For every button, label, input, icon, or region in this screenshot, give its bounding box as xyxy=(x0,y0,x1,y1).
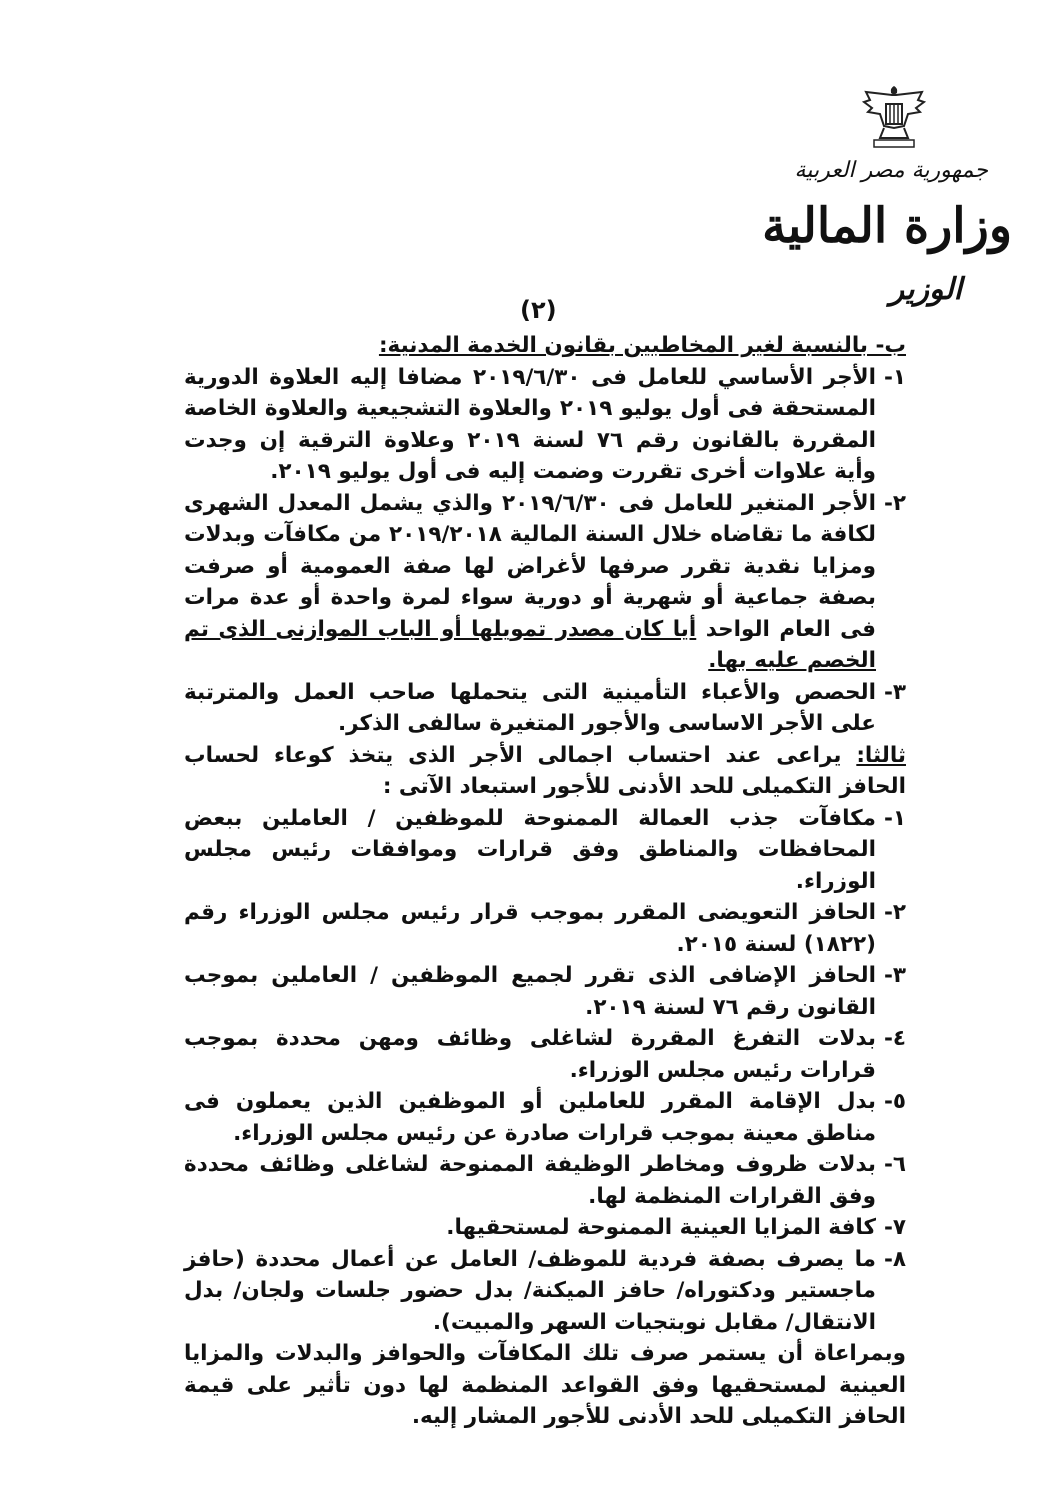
item-number: ٥- xyxy=(883,1089,906,1114)
section-third-intro-text: يراعى عند احتساب اجمالى الأجر الذى يتخذ كوعاء لحساب الحافز التكميلى للحد الأدنى للأجور استبعاد الآتى : xyxy=(184,742,906,799)
republic-title: جمهورية مصر العربية xyxy=(794,158,988,183)
section-third-list xyxy=(184,803,906,1339)
item-text: بدل الإقامة المقرر للعاملين أو الموظفين الذين يعملون فى مناطق معينة بموجب قرارات صادرة عن رئيس مجلس الوزراء. xyxy=(184,1089,876,1146)
item-text: الأجر الأساسي للعامل فى ٢٠١٩/٦/٣٠ مضافا إليه العلاوة الدورية المستحقة فى أول يوليو ٢٠١٩ والعلاوة التشجيعية والعلاوة الخاصة المقررة بالقانون رقم ٧٦ لسنة ٢٠١٩ وعلاوة الترقية إن وجدت وأية علاوات أخرى تقررت وضمت إليه فى أول يوليو ٢٠١٩. xyxy=(184,364,877,484)
item-text: مكافآت جذب العمالة الممنوحة للموظفين / العاملين ببعض المحافظات والمناطق وفق قرارات وموافقات رئيس مجلس الوزراء. xyxy=(184,805,876,894)
item-text: الحافز الإضافى الذى تقرر لجميع الموظفين / العاملين بموجب القانون رقم ٧٦ لسنة ٢٠١٩. xyxy=(184,963,876,1020)
item-number: ٣- xyxy=(883,679,906,705)
list-item xyxy=(184,1149,906,1212)
list-item xyxy=(184,960,906,1023)
section-third-label: ثالثا: xyxy=(856,742,906,768)
item-number: ٤- xyxy=(883,1026,906,1051)
list-item xyxy=(184,362,906,488)
item-text: الأجر المتغير للعامل فى ٢٠١٩/٦/٣٠ والذي يشمل المعدل الشهرى لكافة ما تقاضاه خلال السنة المالية ٢٠١٩/٢٠١٨ من مكافآت وبدلات ومزايا نقدية تقرر صرفها لأغراض لها صفة العمومية أو صرفت بصفة جماعية أو شهرية أو دورية سواء لمرة واحدة أو عدة مرات فى العام الواحد xyxy=(184,490,876,642)
item-number: ٨- xyxy=(883,1246,906,1272)
list-item xyxy=(184,803,906,898)
item-text: بدلات التفرغ المقررة لشاغلى وظائف ومهن محددة بموجب قرارات رئيس مجلس الوزراء. xyxy=(184,1026,876,1083)
section-b-list xyxy=(184,362,906,740)
item-text: الحصص والأعباء التأمينية التى يتحملها صاحب العمل والمترتبة على الأجر الاساسى والأجور المتغيرة سالفى الذكر. xyxy=(184,679,876,736)
ministry-title: وزارة المالية xyxy=(762,198,1012,254)
item-number: ١- xyxy=(883,805,906,831)
minister-title: الوزير xyxy=(889,272,962,307)
page-number: (٢) xyxy=(520,296,557,324)
list-item xyxy=(184,1023,906,1086)
section-third-intro xyxy=(184,740,906,803)
item-text: كافة المزايا العينية الممنوحة لمستحقيها. xyxy=(446,1215,876,1240)
item-number: ٣- xyxy=(883,963,906,988)
item-number: ٢- xyxy=(883,490,906,516)
item-number: ٢- xyxy=(883,900,906,925)
document-body xyxy=(184,330,906,1433)
closing-paragraph: وبمراعاة أن يستمر صرف تلك المكافآت والحوافز والبدلات والمزايا العينية لمستحقيها وفق القواعد المنظمة لها دون تأثير على قيمة الحافز التكميلى للحد الأدنى للأجور المشار إليه. xyxy=(184,1341,906,1429)
list-item xyxy=(184,897,906,960)
item-text: ما يصرف بصفة فردية للموظف/ العامل عن أعمال محددة (حافز ماجستير ودكتوراه/ حافز الميكنة/ بدل حضور جلسات ولجان/ بدل الانتقال/ مقابل نوبتجيات السهر والمبيت). xyxy=(184,1246,876,1335)
list-item xyxy=(184,1212,906,1244)
list-item xyxy=(184,677,906,740)
underlined-text: أيا كان مصدر تمويلها أو الباب الموازنى الذى تم الخصم عليه بها. xyxy=(184,616,876,673)
item-text: الحافز التعويضى المقرر بموجب قرار رئيس مجلس الوزراء رقم (١٨٢٢) لسنة ٢٠١٥. xyxy=(184,900,876,957)
section-b-heading: ب- بالنسبة لغير المخاطبين بقانون الخدمة المدنية: xyxy=(378,333,906,358)
list-item xyxy=(184,488,906,677)
item-number: ٧- xyxy=(883,1215,906,1240)
item-text: بدلات ظروف ومخاطر الوظيفة الممنوحة لشاغلى وظائف محددة وفق القرارات المنظمة لها. xyxy=(184,1152,876,1209)
list-item xyxy=(184,1244,906,1339)
item-number: ١- xyxy=(883,364,906,390)
item-number: ٦- xyxy=(883,1152,906,1177)
eagle-emblem-icon xyxy=(862,82,926,150)
list-item xyxy=(184,1086,906,1149)
